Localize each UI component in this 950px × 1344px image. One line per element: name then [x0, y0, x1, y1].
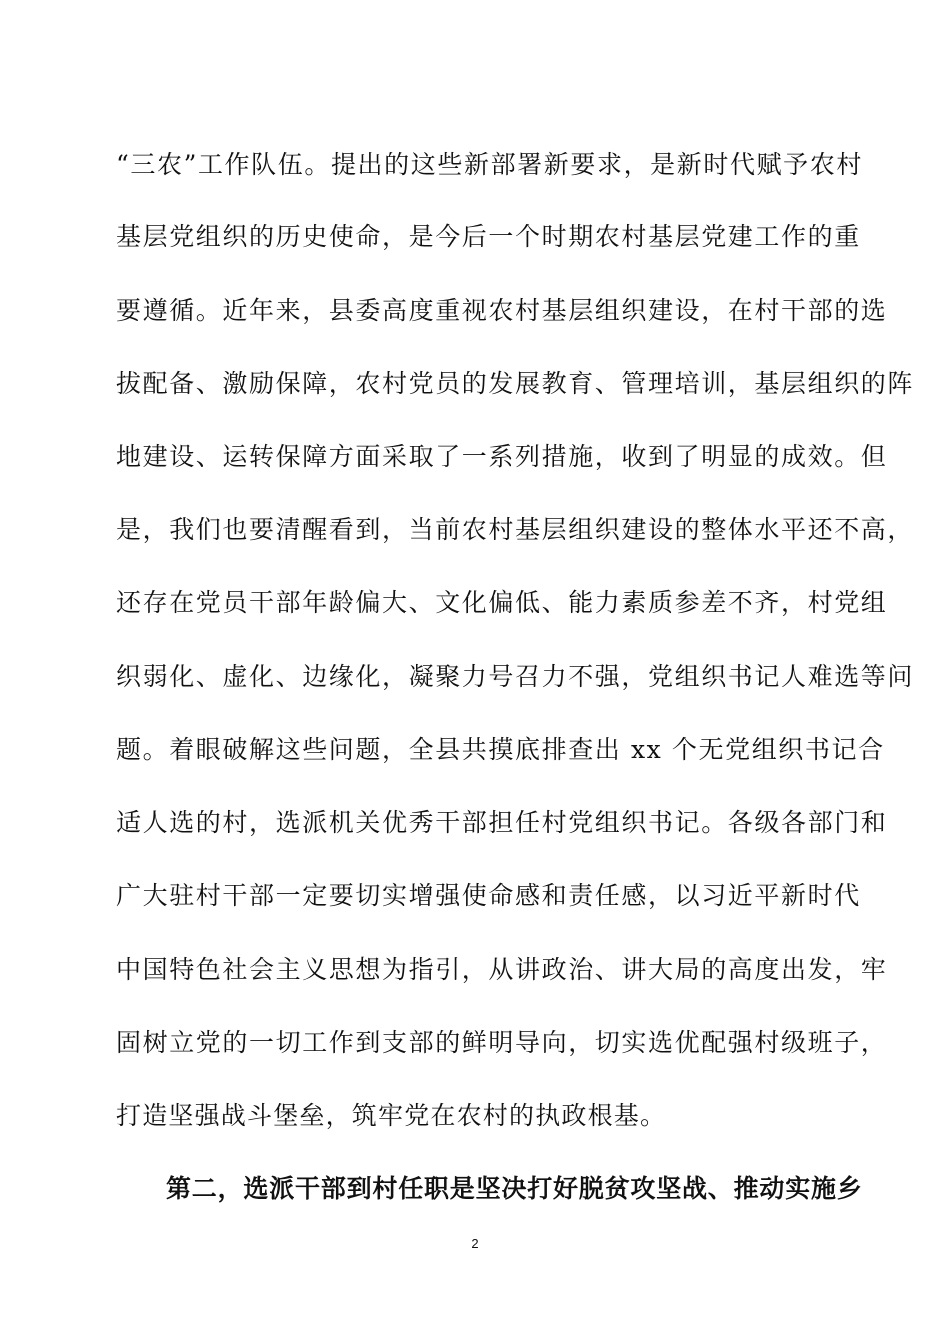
paragraph-line: 织弱化、虚化、边缘化，凝聚力号召力不强，党组织书记人难选等问 — [116, 662, 915, 691]
paragraph-line: 广大驻村干部一定要切实增强使命感和责任感，以习近平新时代 — [116, 881, 861, 910]
paragraph-line: 打造坚强战斗堡垒，筑牢党在农村的执政根基。 — [116, 1101, 667, 1130]
paragraph-line: “三农”工作队伍。提出的这些新部署新要求，是新时代赋予农村 — [116, 150, 863, 179]
paragraph-line: 基层党组织的历史使命，是今后一个时期农村基层党建工作的重 — [116, 222, 861, 251]
paragraph-line: 是，我们也要清醒看到，当前农村基层组织建设的整体水平还不高， — [116, 515, 915, 544]
section-heading: 第二，选派干部到村任职是坚决打好脱贫攻坚战、推动实施乡 — [166, 1174, 863, 1203]
paragraph-line: 固树立党的一切工作到支部的鲜明导向，切实选优配强村级班子， — [116, 1028, 888, 1057]
paragraph-line: 题。着眼破解这些问题，全县共摸底排查出 xx 个无党组织书记合 — [116, 735, 885, 764]
paragraph-line: 中国特色社会主义思想为指引，从讲政治、讲大局的高度出发，牢 — [116, 955, 888, 984]
paragraph-line: 还存在党员干部年龄偏大、文化偏低、能力素质参差不齐，村党组 — [116, 588, 888, 617]
paragraph-line: 拔配备、激励保障，农村党员的发展教育、管理培训，基层组织的阵 — [116, 369, 915, 398]
paragraph-line: 要遵循。近年来，县委高度重视农村基层组织建设，在村干部的选 — [116, 296, 888, 325]
page-number: 2 — [471, 1236, 479, 1251]
paragraph-line: 地建设、运转保障方面采取了一系列措施，收到了明显的成效。但 — [116, 442, 888, 471]
paragraph-line: 适人选的村，选派机关优秀干部担任村党组织书记。各级各部门和 — [116, 808, 888, 837]
